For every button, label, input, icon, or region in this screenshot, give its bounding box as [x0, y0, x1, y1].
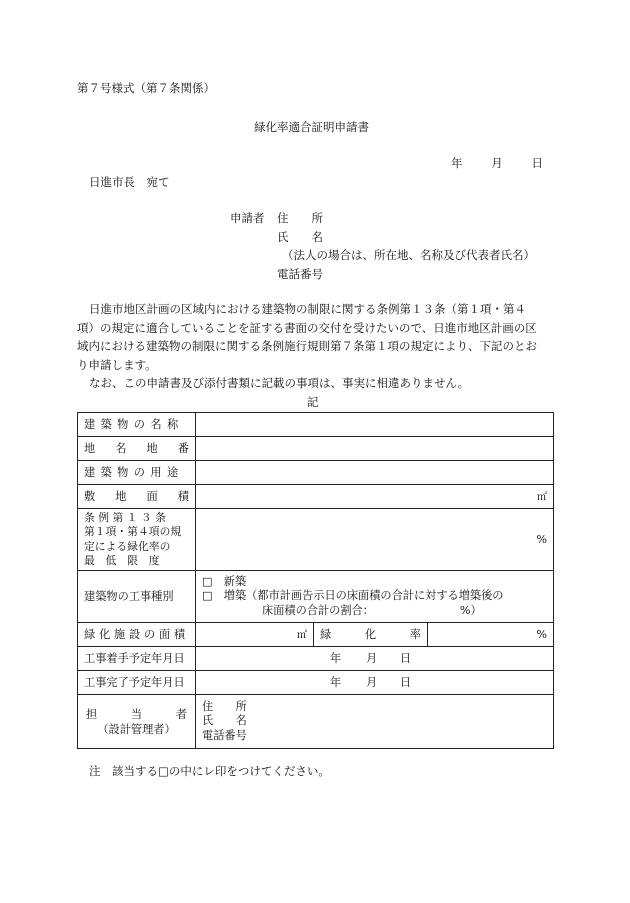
- row-building-name: [78, 413, 554, 437]
- new-build-label: 新築: [223, 574, 247, 588]
- applicant-label: 申請者: [230, 211, 265, 225]
- location-field[interactable]: [196, 437, 554, 461]
- work-type-label: 建築物の工事種別: [78, 571, 196, 623]
- extension-option[interactable]: [202, 589, 547, 604]
- row-work-type: [78, 571, 554, 623]
- statement-line: 項）の規定に適合していることを証する書面の交付を受けたいので、日進市地区計画の区: [77, 320, 537, 335]
- extension-label: 増築（都市計画告示日の床面積の合計に対する増築後の: [223, 589, 504, 603]
- sqm-unit: ㎡: [537, 491, 547, 503]
- new-build-option[interactable]: [202, 575, 547, 590]
- row-usage: [78, 461, 554, 485]
- row-min-green-rate: [78, 509, 554, 571]
- ki-heading: 記: [307, 395, 319, 409]
- percent-unit: %: [536, 628, 547, 641]
- min-green-rate-label: 条 例 第 １ ３ 条 第１項・第４項の規 定による緑化率の 最 低 限 度: [78, 509, 196, 571]
- building-name-label: 建築物の名称: [78, 413, 196, 437]
- application-statement: [77, 300, 547, 393]
- location-label: 地 名 地 番: [78, 437, 196, 461]
- date-day: 日: [531, 156, 543, 170]
- green-rate-label: 緑 化 率: [314, 623, 428, 647]
- end-date-label: 工事完了予定年月日: [78, 671, 196, 695]
- new-build-checkbox[interactable]: □: [202, 574, 213, 588]
- green-rate-field[interactable]: [428, 623, 554, 647]
- row-start-date: [78, 647, 554, 671]
- date-line: [451, 155, 543, 171]
- usage-label: 建築物の用途: [78, 461, 196, 485]
- sqm-unit: ㎡: [297, 629, 307, 641]
- floor-ratio-label: 床面積の合計の割合：: [262, 603, 374, 617]
- date-month: 月: [491, 156, 503, 170]
- extension-checkbox[interactable]: □: [202, 589, 213, 603]
- percent-unit: %: [536, 533, 547, 546]
- page-title: 緑化率適合証明申請書: [254, 120, 369, 134]
- application-table: [77, 412, 554, 749]
- start-date-label: 工事着手予定年月日: [78, 647, 196, 671]
- contact-phone-label: 電話番号: [202, 728, 247, 742]
- usage-field[interactable]: [196, 461, 554, 485]
- work-type-options: [196, 571, 554, 623]
- floor-ratio-percent: %）: [459, 603, 482, 617]
- green-facility-field[interactable]: [196, 623, 314, 647]
- corporate-note: （法人の場合は、所在地、名称及び代表者氏名）: [282, 248, 535, 262]
- contact-name-label: 氏 名: [202, 714, 247, 728]
- green-facility-label: 緑化施設の面積: [78, 623, 196, 647]
- contact-sub-label: （設計管理者）: [97, 722, 176, 736]
- statement-line: 域内における建築物の制限に関する条例施行規則第７条第１項の規定により、下記のとお: [77, 339, 537, 354]
- declaration-line: なお、この申請書及び添付書類に記載の事項は、事実に相違ありません。: [89, 376, 470, 391]
- floor-ratio-line: [202, 604, 547, 619]
- contact-fields[interactable]: [196, 695, 554, 749]
- row-location: [78, 437, 554, 461]
- row-contact: [78, 695, 554, 749]
- min-green-rate-field[interactable]: [196, 509, 554, 571]
- row-green-facility: [78, 623, 554, 647]
- form-number: 第７号様式（第７条関係）: [77, 81, 215, 95]
- addressee: 日進市長 宛て: [89, 175, 170, 189]
- row-site-area: [78, 485, 554, 509]
- statement-line: 日進市地区計画の区域内における建築物の制限に関する条例第１３条（第１項・第４: [89, 302, 526, 316]
- start-date-field[interactable]: 年 月 日: [196, 647, 554, 671]
- applicant-address-label: 住 所: [277, 211, 323, 225]
- contact-address-label: 住 所: [202, 699, 247, 713]
- date-year: 年: [451, 156, 463, 170]
- end-date-field[interactable]: 年 月 日: [196, 671, 554, 695]
- footnote: 注 該当する□の中にレ印をつけてください。: [89, 764, 330, 778]
- row-end-date: [78, 671, 554, 695]
- site-area-label: 敷 地 面 積: [78, 485, 196, 509]
- applicant-phone-label: 電話番号: [277, 267, 323, 281]
- statement-line: り申請します。: [77, 357, 157, 372]
- site-area-field[interactable]: [196, 485, 554, 509]
- building-name-field[interactable]: [196, 413, 554, 437]
- applicant-name-label: 氏 名: [277, 230, 323, 244]
- contact-label: 担 当 者 （設計管理者）: [78, 695, 196, 749]
